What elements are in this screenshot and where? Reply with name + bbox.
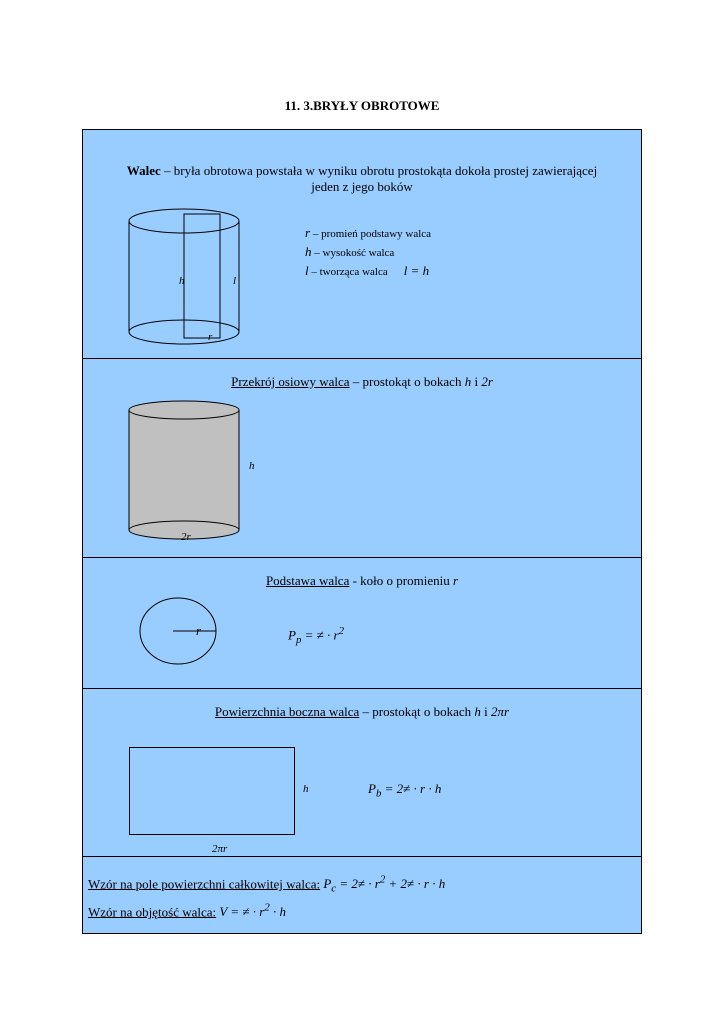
walec-def-line2: jeden z jego boków [311, 179, 413, 194]
section-podstawa [83, 557, 641, 689]
content-panel [82, 129, 642, 934]
legend-h: h – wysokość walca [305, 244, 395, 259]
pole-label: Wzór na pole powierzchni całkowitej walca: [88, 876, 321, 892]
section-boczna [83, 688, 641, 857]
legend-l: l – tworząca walca l = h [305, 263, 430, 278]
walec-label-h: h [179, 275, 185, 287]
section-walec [83, 130, 641, 359]
walec-definition [83, 163, 641, 195]
przekroj-heading: Przekrój osiowy walca – prostokąt o bokach h i 2r [231, 374, 493, 389]
equation-l-h: l = h [403, 263, 430, 278]
podstawa-label-r: r [196, 623, 202, 638]
section-wzory [83, 856, 641, 933]
page-title: 11. 3.BRYŁY OBROTOWE [284, 98, 440, 113]
boczna-link: Powierzchnia boczna walca [214, 704, 360, 719]
formula-pb: $P_b = 2\ne \cdot r \cdot h$ [368, 781, 442, 800]
legend-r: r – promień podstawy walca [305, 225, 432, 240]
przekroj-label-2r: 2r [181, 531, 191, 543]
cylinder-diagram [129, 208, 244, 348]
boczna-heading: Powierzchnia boczna walca – prostokąt o bokach h i 2πr [214, 704, 510, 719]
walec-legend [305, 224, 431, 281]
walec-def-line1: – bryła obrotowa powstała w wyniku obrotu prostokąta dokoła prostej zawierającej [160, 163, 598, 178]
boczna-label-h: h [303, 783, 309, 795]
formula-pp: $P_p$ = ≠ · $r^2$ [288, 625, 345, 646]
przekroj-link: Przekrój osiowy walca [231, 374, 350, 389]
formula-pole: Wzór na pole powierzchni całkowitej walca: $P_c = 2\ne \cdot r^2 + 2\ne \cdot r \cdot h$ [88, 874, 446, 895]
walec-term: Walec [126, 163, 161, 178]
cross-section-diagram [129, 400, 244, 540]
przekroj-label-h: h [249, 460, 255, 472]
obj-label: Wzór na objętość walca: [88, 904, 217, 920]
podstawa-heading: Podstawa walca - koło o promieniu r [265, 573, 459, 588]
walec-label-r: r [208, 331, 213, 343]
circle-diagram [140, 597, 220, 667]
walec-label-l: l [233, 275, 237, 287]
boczna-label-2pir: 2πr [212, 843, 228, 855]
lateral-rectangle-diagram [129, 747, 299, 837]
section-przekroj [83, 358, 641, 558]
formula-objetosc: Wzór na objętość walca: V = ≠ · $r^2 \cdot h$ [88, 902, 286, 920]
podstawa-link: Podstawa walca [265, 573, 350, 588]
